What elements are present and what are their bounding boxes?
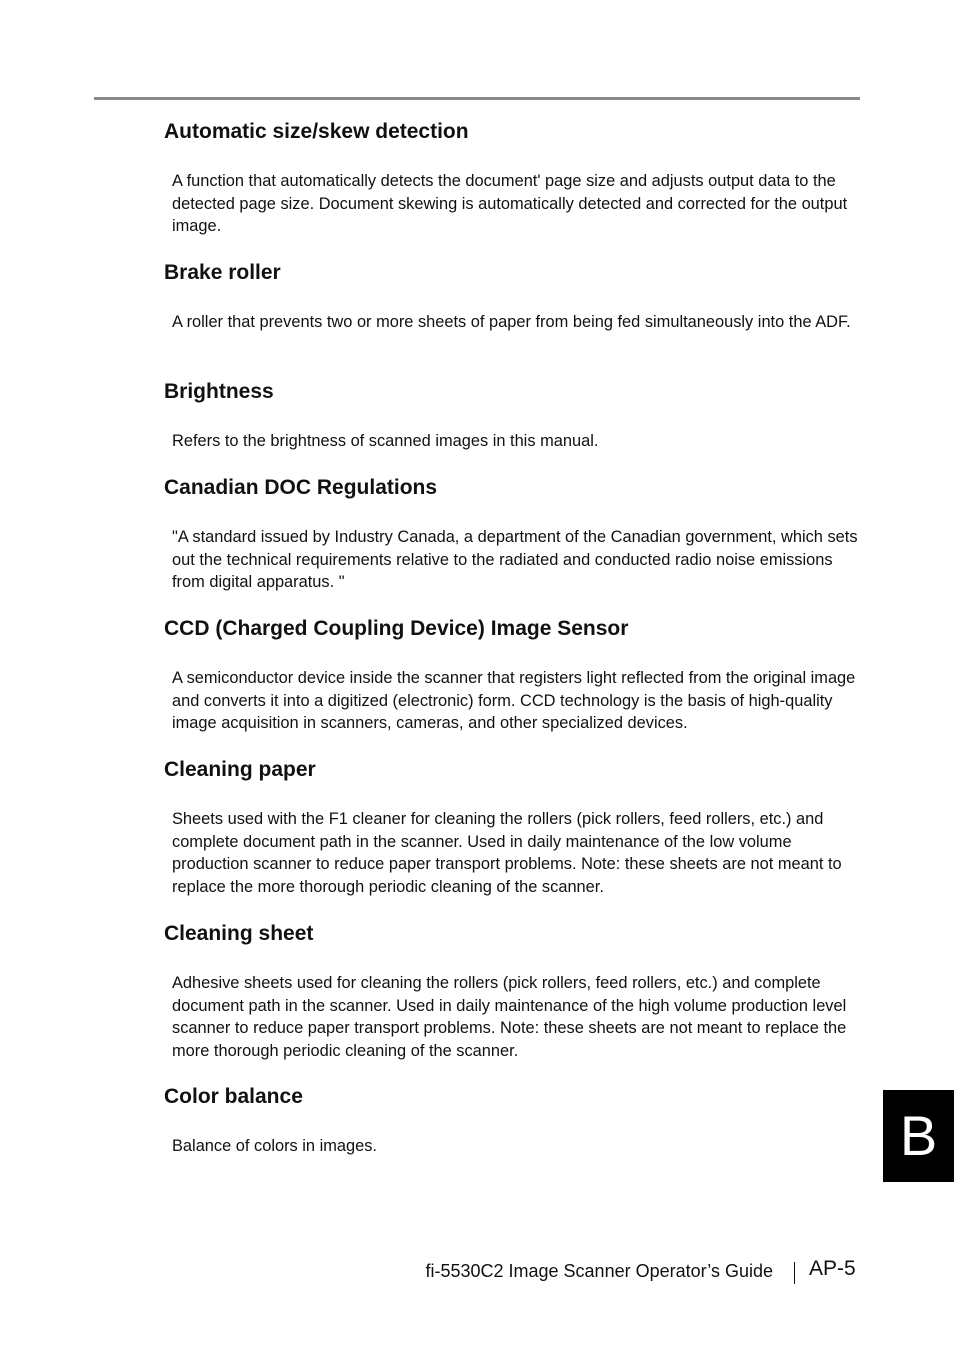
top-rule [94, 97, 860, 100]
term-description: Refers to the brightness of scanned images in this manual. [172, 432, 599, 450]
term-description: A roller that prevents two or more sheets of paper from being fed simultaneously into the ADF. [172, 313, 851, 331]
glossary-entry [164, 616, 864, 733]
term-title: Cleaning sheet [164, 922, 314, 945]
term-title: CCD (Charged Coupling Device) Image Sensor [164, 617, 629, 640]
glossary-entry [164, 379, 864, 450]
term-description: Sheets used with the F1 cleaner for cleaning the rollers (pick rollers, feed rollers, etc.) and complete document path in the scanner. Used in daily maintenance of the low volume production scanner to reduce paper transport problems. Note: these sheets are not meant to replace the more thorough periodic cleaning of the scanner. [172, 810, 842, 896]
term-description: "A standard issued by Industry Canada, a department of the Canadian government, which sets out the technical requirements relative to the radiated and conducted radio noise emissions from digital apparatus. " [172, 528, 858, 592]
term-description: Balance of colors in images. [172, 1137, 377, 1155]
glossary-entry [164, 1084, 864, 1155]
term-title: Canadian DOC Regulations [164, 476, 438, 499]
term-title: Brightness [164, 380, 274, 403]
footer-divider [794, 1262, 795, 1284]
footer-page-number: AP-5 [809, 1257, 856, 1280]
footer-guide-title: fi-5530C2 Image Scanner Operator’s Guide [425, 1261, 773, 1281]
glossary-entry [164, 260, 864, 331]
term-title: Cleaning paper [164, 758, 316, 781]
glossary-entry [164, 921, 864, 1060]
glossary-entry [164, 757, 864, 896]
term-description: A semiconductor device inside the scanner that registers light reflected from the original image and converts it into a digitized (electronic) form. CCD technology is the basis of high-quality image acquisition in scanners, cameras, and other specialized devices. [172, 669, 856, 733]
glossary-entry [164, 475, 864, 592]
term-title: Color balance [164, 1085, 303, 1108]
term-title: Automatic size/skew detection [164, 120, 469, 143]
term-title: Brake roller [164, 261, 281, 284]
term-description: A function that automatically detects the document' page size and adjusts output data to the detected page size. Document skewing is automatically detected and corrected for the output image. [172, 172, 848, 236]
section-tab: B [883, 1090, 954, 1182]
glossary-entry [164, 119, 864, 236]
term-description: Adhesive sheets used for cleaning the rollers (pick rollers, feed rollers, etc.) and complete document path in the scanner. Used in daily maintenance of the high volume production level scanner to reduce paper transport problems. Note: these sheets are not meant to replace the more thorough periodic cleaning of the scanner. [172, 974, 847, 1060]
